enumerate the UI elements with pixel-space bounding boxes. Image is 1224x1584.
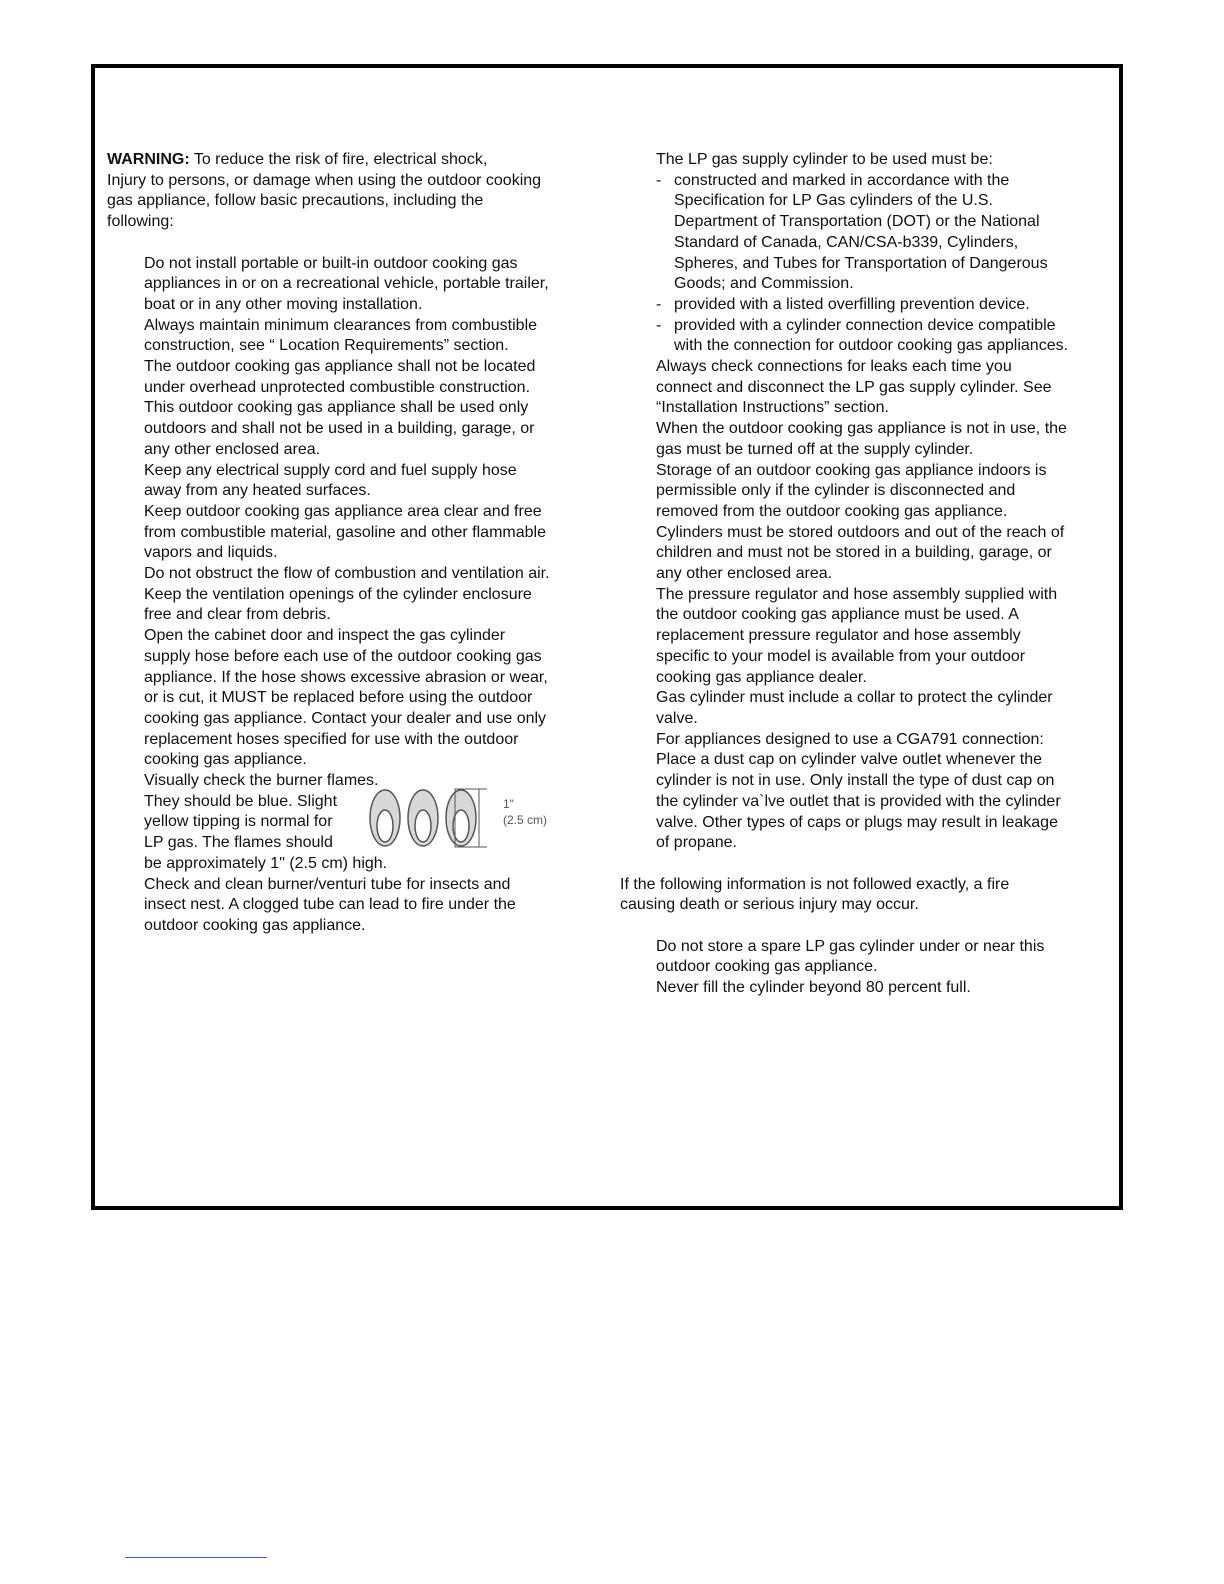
list-item: Always maintain minimum clearances from combustible construction, see “ Location Requirements” section. [144, 316, 538, 355]
list-item: Never fill the cylinder beyond 80 percent full. [656, 979, 971, 997]
warning-paragraph: WARNING: To reduce the risk of fire, electrical shock, Injury to persons, or damage when using the outdoor cooking gas appliance, follow basic precautions, including the following: [107, 151, 542, 231]
list-item: Do not store a spare LP gas cylinder under or near this outdoor cooking gas appliance. [656, 937, 1045, 976]
flame-icon [370, 790, 400, 846]
burner-flame-illustration [365, 784, 565, 863]
dash-list-item: - constructed and marked in accordance with the Specification for LP Gas cylinders of the U.S. Department of Transportation (DOT) or the National Standard of Canada, CAN/CSA-b339, Cylinders, Spheres, and Tubes for Transportation of Dangerous Goods; and Commission. [656, 171, 1048, 293]
left-precaution-list [107, 254, 607, 792]
cylinder-requirement-list [620, 171, 1115, 357]
list-item: Do not install portable or built-in outdoor cooking gas appliances in or on a recreational vehicle, portable trailer, boat or in any other moving installation. [144, 254, 549, 313]
list-item: The pressure regulator and hose assembly supplied with the outdoor cooking gas appliance must be used. A replacement pressure regulator and hose assembly specific to your model is available from your outdoor cooking gas appliance dealer. [656, 585, 1058, 686]
list-item: Keep the ventilation openings of the cylinder enclosure free and clear from debris. [144, 585, 532, 624]
list-item: When the outdoor cooking gas appliance is not in use, the gas must be turned off at the supply cylinder. [656, 420, 1067, 458]
flame-icon [408, 790, 438, 846]
final-precaution-list [620, 937, 1115, 999]
cylinder-intro: The LP gas supply cylinder to be used must be: [656, 151, 993, 168]
footer-link-line [125, 1557, 267, 1558]
right-precaution-list [620, 357, 1115, 854]
dash-list-item: - provided with a listed overfilling prevention device. [656, 295, 1030, 313]
list-item: Visually check the burner flames. [144, 772, 379, 790]
list-item: The outdoor cooking gas appliance shall not be located under overhead unprotected combustible construction. [144, 358, 536, 396]
list-item: Gas cylinder must include a collar to protect the cylinder valve. [656, 689, 1053, 727]
flame-icon [446, 790, 476, 846]
list-item: This outdoor cooking gas appliance shall be used only outdoors and shall not be used in a building, garage, or any other enclosed area. [144, 399, 535, 458]
list-item: Cylinders must be stored outdoors and out of the reach of children and must not be stored in a building, garage, or any other enclosed area. [656, 523, 1065, 583]
list-item: Do not obstruct the flow of combustion and ventilation air. [144, 565, 550, 583]
list-item: For appliances designed to use a CGA791 connection: Place a dust cap on cylinder valve outlet whenever the cylinder is not in use. Only install the type of dust cap on the cylinder va`lve outlet that is provided with the cylinder valve. Other types of caps or plugs may result in leakage of propane. [656, 730, 1061, 852]
list-item: Keep any electrical supply cord and fuel supply hose away from any heated surfaces. [144, 461, 517, 500]
list-item: Open the cabinet door and inspect the gas cylinder supply hose before each use of the outdoor cooking gas appliance. If the hose shows excessive abrasion or wear, or is cut, it MUST be replaced before using the outdoor cooking gas appliance. Contact your dealer and use only replacement hoses specified for use with the outdoor cooking gas appliance. [144, 627, 548, 769]
flame-check-item: They should be blue. Slight yellow tipping is normal for LP gas. The flames should be approximately 1" (2.5 cm) high. 1" (2.5 cm) [107, 792, 607, 875]
danger-notice: If the following information is not followed exactly, a fire causing death or serious injury may occur. [620, 875, 1010, 914]
left-column [107, 150, 607, 937]
list-item: Always check connections for leaks each time you connect and disconnect the LP gas supply cylinder. See “Installation Instructions” section. [656, 358, 1052, 417]
list-item: Storage of an outdoor cooking gas appliance indoors is permissible only if the cylinder is disconnected and removed from the outdoor cooking gas appliance. [656, 461, 1047, 520]
warning-label: WARNING: [107, 151, 190, 168]
flame-height-dimension: 1" [503, 796, 514, 811]
dash-list-item: - provided with a cylinder connection device compatible with the connection for outdoor cooking gas appliances. [656, 316, 1069, 355]
list-item: Keep outdoor cooking gas appliance area clear and free from combustible material, gasoline and other flammable vapors and liquids. [144, 502, 546, 562]
right-column [620, 150, 1115, 999]
flame-height-metric: (2.5 cm) [503, 812, 548, 827]
burner-check-item: Check and clean burner/venturi tube for insects and insect nest. A clogged tube can lead to fire under the outdoor cooking gas appliance. [144, 875, 516, 934]
